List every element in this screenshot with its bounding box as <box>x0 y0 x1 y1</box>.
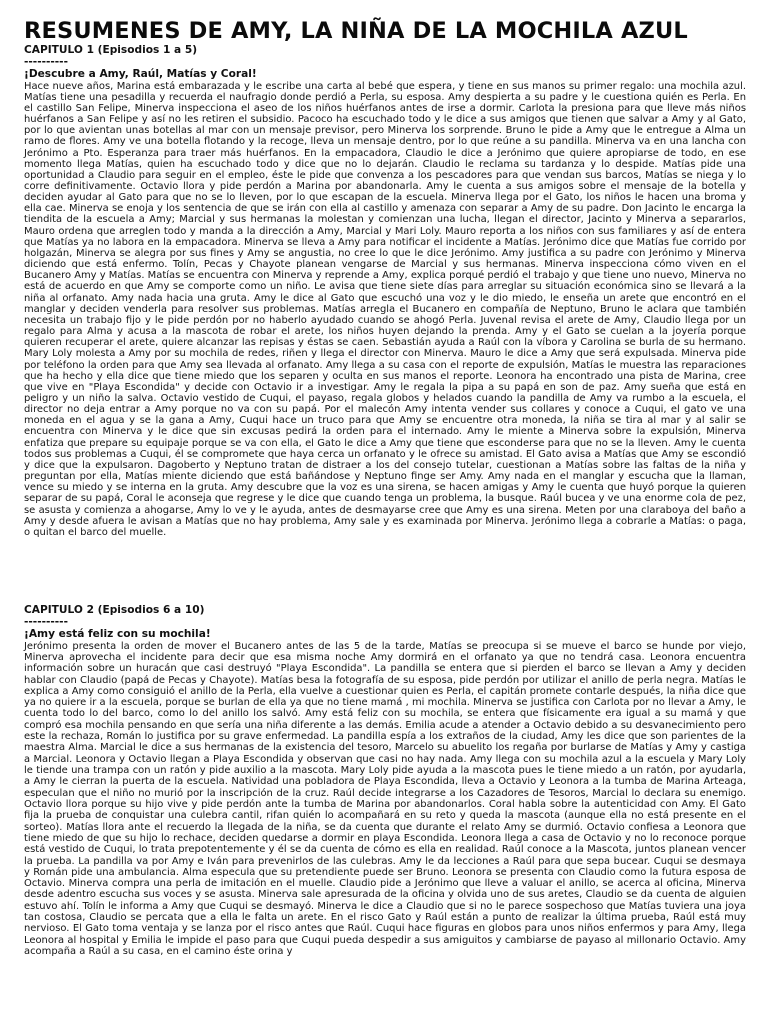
chapter-subtitle: ¡Descubre a Amy, Raúl, Matías y Coral! <box>24 68 257 81</box>
chapter-body: Jerónimo presenta la orden de mover el Bucanero antes de las 5 de la tarde, Matías se preocupa si se mueve el barco se hunde por viejo, Minerva aprovecha el incidente para decir que esa misma noche Amy dormirá en el orfanato ya que no tendrá casa. Leonora encuentra información sobre un huracán que casi destruyó "Playa Escondida". La pandilla se entera que si pierden el barco se llevan a Amy y deciden hablar con Claudio (papá de Pecas y Chayote). Matías besa la fotografía de su esposa, pide perdón por utilizar el anillo de perla negra. Matías le explica a Amy como consiguió el anillo de la Perla, ella vuelve a cuestionar quien es Perla, el capitán promete contarle después, la niña dice que ya no quiere ir a la escuela, porque se burlan de ella ya que no tiene mamá , mi mochila. Minerva se justifica con Carlota por no llevar a Amy, le cuenta todo lo del barco, como lo del anillo los salvó. Amy está feliz con su mochila, se entera que físicamente era igual a su mamá y que compró esa mochila pensando en que sería una niña diferente a las demás. Emilia acude a atender a Octavio debido a su desvanecimiento pero este la rechaza, Román lo justifica por su grave enfermedad. La pandilla espía a los extraños de la ciudad, Amy les dice que son parientes de la maestra Alma. Marcial le dice a sus hermanas de la existencia del tesoro, Marcelo su abuelito los regaña por burlarse de Matías y Amy y castiga a Marcial. Leonora y Octavio llegan a Playa Escondida y observan que casi no hay nada. Amy llega con su mochila azul a la escuela y Mary Loly le tiende una trampa con un ratón y pide auxilio a la mascota. Mary Loly pide ayuda a la mascota pues le tiene miedo a un ratón, por ayudarla, a Amy le cierran la puerta de la escuela. Natividad una pobladora de Playa Escondida, lleva a Octavio y Leonora a la tumba de Marina Arteaga, especulan que el niño no murió por la inscripción de la cruz. Raúl decide integrarse a los Cazadores de Tesoros, Marcial lo declara su enemigo. Octavio llora porque su hijo vive y pide perdón ante la tumba de Marina por abandonarlos. Coral habla sobre la autenticidad con Amy. El Gato fija la prueba de conquistar una culebra cantil, rifan quién lo acompañará en su reto y queda la mascota (aunque ella no está presente en el sorteo). Matías llora ante el recuerdo la llegada de la niña, se da cuenta que durante el relato Amy se durmió. Octavio confiesa a Leonora que tiene miedo de que su hijo lo rechace, deciden quedarse a dormir en playa Escondida. Leonora llega a casa de Octavio y no lo reconoce porque está vestido de Cuqui, lo trata prepotentemente y él se da cuenta de cómo es ella en realidad. Raúl conoce a la Mascota, juntos planean vencer la prueba. La pandilla va por Amy e Iván para prevenirlos de las culebras. Amy le da lecciones a Raúl para que sepa bucear. Cuqui se desmaya y Román pide una ambulancia. Alma especula que su pretendiente puede ser Bruno. Leonora se presenta con Claudio como la futura esposa de Octavio. Minerva compra una perla de imitación en el muelle. Claudio pide a Jerónimo que lleve a valuar el anillo, se acerca al oficina, Minerva desde adentro escucha sus voces y se asusta. Minerva sale apresurada de la oficina y olvida uno de sus aretes, Claudio se da cuenta de alguien estuvo ahí. Tolín le informa a Amy que Cuqui se desmayó. Minerva le dice a Claudio que si no le parece sospechoso que Matías tuviera una joya tan costosa, Claudio se percata que a ella le falta un arete. En el risco Gato y Raúl están a punto de realizar la última prueba, Raúl está muy nervioso. El Gato toma ventaja y se lanza por el risco antes que Raúl. Cuqui hace figuras en globos para unos niños enfermos y para Amy, llega Leonora al hospital y Emilia le impide el paso para que Cuqui pueda despedir a sus amiguitos y cambiarse de payaso al millonario Octavio. Amy acompaña a Raúl a su casa, en el camino éste orina y <box>24 640 746 958</box>
chapter-heading: CAPITULO 2 (Episodios 6 a 10) <box>24 604 205 616</box>
chapter-section <box>24 604 746 957</box>
chapter-divider: ---------- <box>24 616 68 629</box>
chapter-divider: ---------- <box>24 56 68 69</box>
chapter-section <box>24 44 746 538</box>
chapter-heading: CAPITULO 1 (Episodios 1 a 5) <box>24 44 198 56</box>
chapter-body: Hace nueve años, Marina está embarazada y le escribe una carta al bebé que espera, y tiene en sus manos su primer regalo: una mochila azul. Matías tiene una pesadilla y recuerda el naufragio donde perdió a Perla, su esposa. Amy despierta a su padre y le cuestiona quién es Perla. En el castillo San Felipe, Minerva inspecciona el aseo de los niños huérfanos antes de irse a dormir. Carlota la presiona para que lleve más niños huérfanos a San Felipe y así no les retiren el subsidio. Pacoco ha escuchado todo y le dice a sus amigos que tienen que salvar a Amy y al Gato, por lo que avientan unas botellas al mar con un mensaje previsor, pero Minerva los sorprende. Bruno le pide a Amy que le entregue a Alma un ramo de flores. Amy ve una botella flotando y la recoge, lleva un mensaje dentro, por lo que reúne a su pandilla. Minerva va en una lancha con Jerónimo a Pto. Esperanza para traer más huérfanos. En la empacadora, Claudio le dice a Jerónimo que quiere apropiarse de todo, en ese momento llega Matías, quien ha escuchado todo y dice que no lo dejarán. Claudio le reclama su tardanza y lo despide. Matías pide una oportunidad a Claudio para seguir en el empleo, éste le pide que convenza a los pescadores para que vendan sus barcos, Matías se niega y lo corre definitivamente. Octavio llora y pide perdón a Marina por abandonarla. Amy le cuenta a sus amigos sobre el mensaje de la botella y deciden ayudar al Gato para que no se lo lleven, por lo que escapan de la escuela. Minerva llega por el Gato, los niños le hacen una broma y ella cae. Minerva se enoja y los sentencia de que se irán con ella al castillo y amenaza con separar a Amy de su padre. Don Jacinto le encarga la tiendita de la escuela a Amy; Marcial y sus hermanas la molestan y comienzan una lucha, llegan el director, Jacinto y Minerva a separarlos, Mauro ordena que arreglen todo y manda a la dirección a Amy, Marcial y Mari Loly. Mauro reporta a los niños con sus familiares y así de entera que Matías ya no labora en la empacadora. Minerva se lleva a Amy para notificar el incidente a Matías. Jerónimo dice que Matías fue corrido por holgazán, Minerva se alegra por sus fines y Amy se angustia, no cree lo que le dice Jerónimo. Amy justifica a su padre con Jerónimo y Minerva diciendo que está enfermo. Tolín, Pecas y Chayote planean vengarse de Marcial y sus hermanas. Minerva inspecciona cómo viven en el Bucanero Amy y Matías. Matías se encuentra con Minerva y reprende a Amy, explica porqué perdió el trabajo y que tiene uno nuevo, Minerva no está de acuerdo en que Amy se comporte como un niño. Le avisa que tiene siete días para arreglar su situación económica sino se llevará a la niña al orfanato. Amy nada hacia una gruta. Amy le dice al Gato que escuchó una voz y le dio miedo, le enseña un arete que encontró en el manglar y deciden venderla para resolver sus problemas. Matías arregla el Bucanero en compañía de Neptuno, Bruno le aclara que también necesita un trabajo fijo y le pide perdón por no haberlo ayudado cuando se ahogó Perla. Juvenal revisa el arete de Amy, Claudio llega por un regalo para Alma y acusa a la mascota de robar el arete, los niños huyen dejando la prenda. Amy y el Gato se cuelan a la joyería porque quieren recuperar el arete, quiere alcanzar las repisas y éstas se caen. Sebastián ayuda a Raúl con la víbora y Carolina se burla de su hermano. Mary Loly molesta a Amy por su mochila de redes, riñen y llega el director con Minerva. Mauro le dice a Amy que será expulsada. Minerva pide por teléfono la orden para que Amy sea llevada al orfanato. Amy llega a su casa con el reporte de expulsión, Matías le muestra las reparaciones que ha hecho y ella dice que tiene miedo que los separen y oculta en sus manos el reporte. Leonora ha encontrado una pista de Marina, cree que vive en "Playa Escondida" y decide con Octavio ir a investigar. Amy le regala la pipa a su papá en son de paz. Amy sueña que está en peligro y un niño la salva. Octavio vestido de Cuqui, el payaso, regala globos y helados cuando la pandilla de Amy va rumbo a la escuela, el director no deja entrar a Amy porque no va con su papá. Por el malecón Amy intenta vender sus collares y conoce a Cuqui, el gato ve una moneda en el agua y se la gana a Amy, Cuqui hace un truco para que Amy se encuentre otra moneda, la niña se tira al mar y al salir se encuentra con Minerva y le dice que sin excusas pedirá la orden para el internado. Amy le miente a Minerva sobre la expulsión, Minerva enfatiza que prepare su equipaje porque se va con ella, el Gato le dice a Amy que tiene que esconderse para que no se la lleven. Amy le cuenta todos sus problemas a Cuqui, él se compromete que haya cerca un orfanato y le ofrece su amistad. El Gato avisa a Matías que Amy se escondió y dice que la expulsaron. Dagoberto y Neptuno tratan de distraer a los del consejo tutelar, cuestionan a Matías sobre las faltas de la niña y preguntan por ella, Matías miente diciendo que está bañándose y Neptuno finge ser Amy. Amy nada en el manglar y escucha que la llaman, vence su miedo y se interna en la gruta. Amy descubre que la voz es una sirena, se hacen amigas y Amy le cuenta que huyó porque la quieren separar de su papá, Coral le aconseja que regrese y le dice que cuando tenga un problema, la busque. Raúl bucea y ve una enorme cola de pez, se asusta y comienza a ahogarse, Amy lo ve y le ayuda, antes de desmayarse cree que Amy es una sirena. Meten por una claraboya del baño a Amy y desde afuera le avisan a Matías que no hay problema, Amy sale y es examinada por Minerva. Jerónimo llega a cobrarle a Matías: o paga, o quitan el barco del muelle. <box>24 80 746 538</box>
document-title: RESUMENES DE AMY, LA NIÑA DE LA MOCHILA AZUL <box>24 18 688 44</box>
chapter-subtitle: ¡Amy está feliz con su mochila! <box>24 628 211 641</box>
